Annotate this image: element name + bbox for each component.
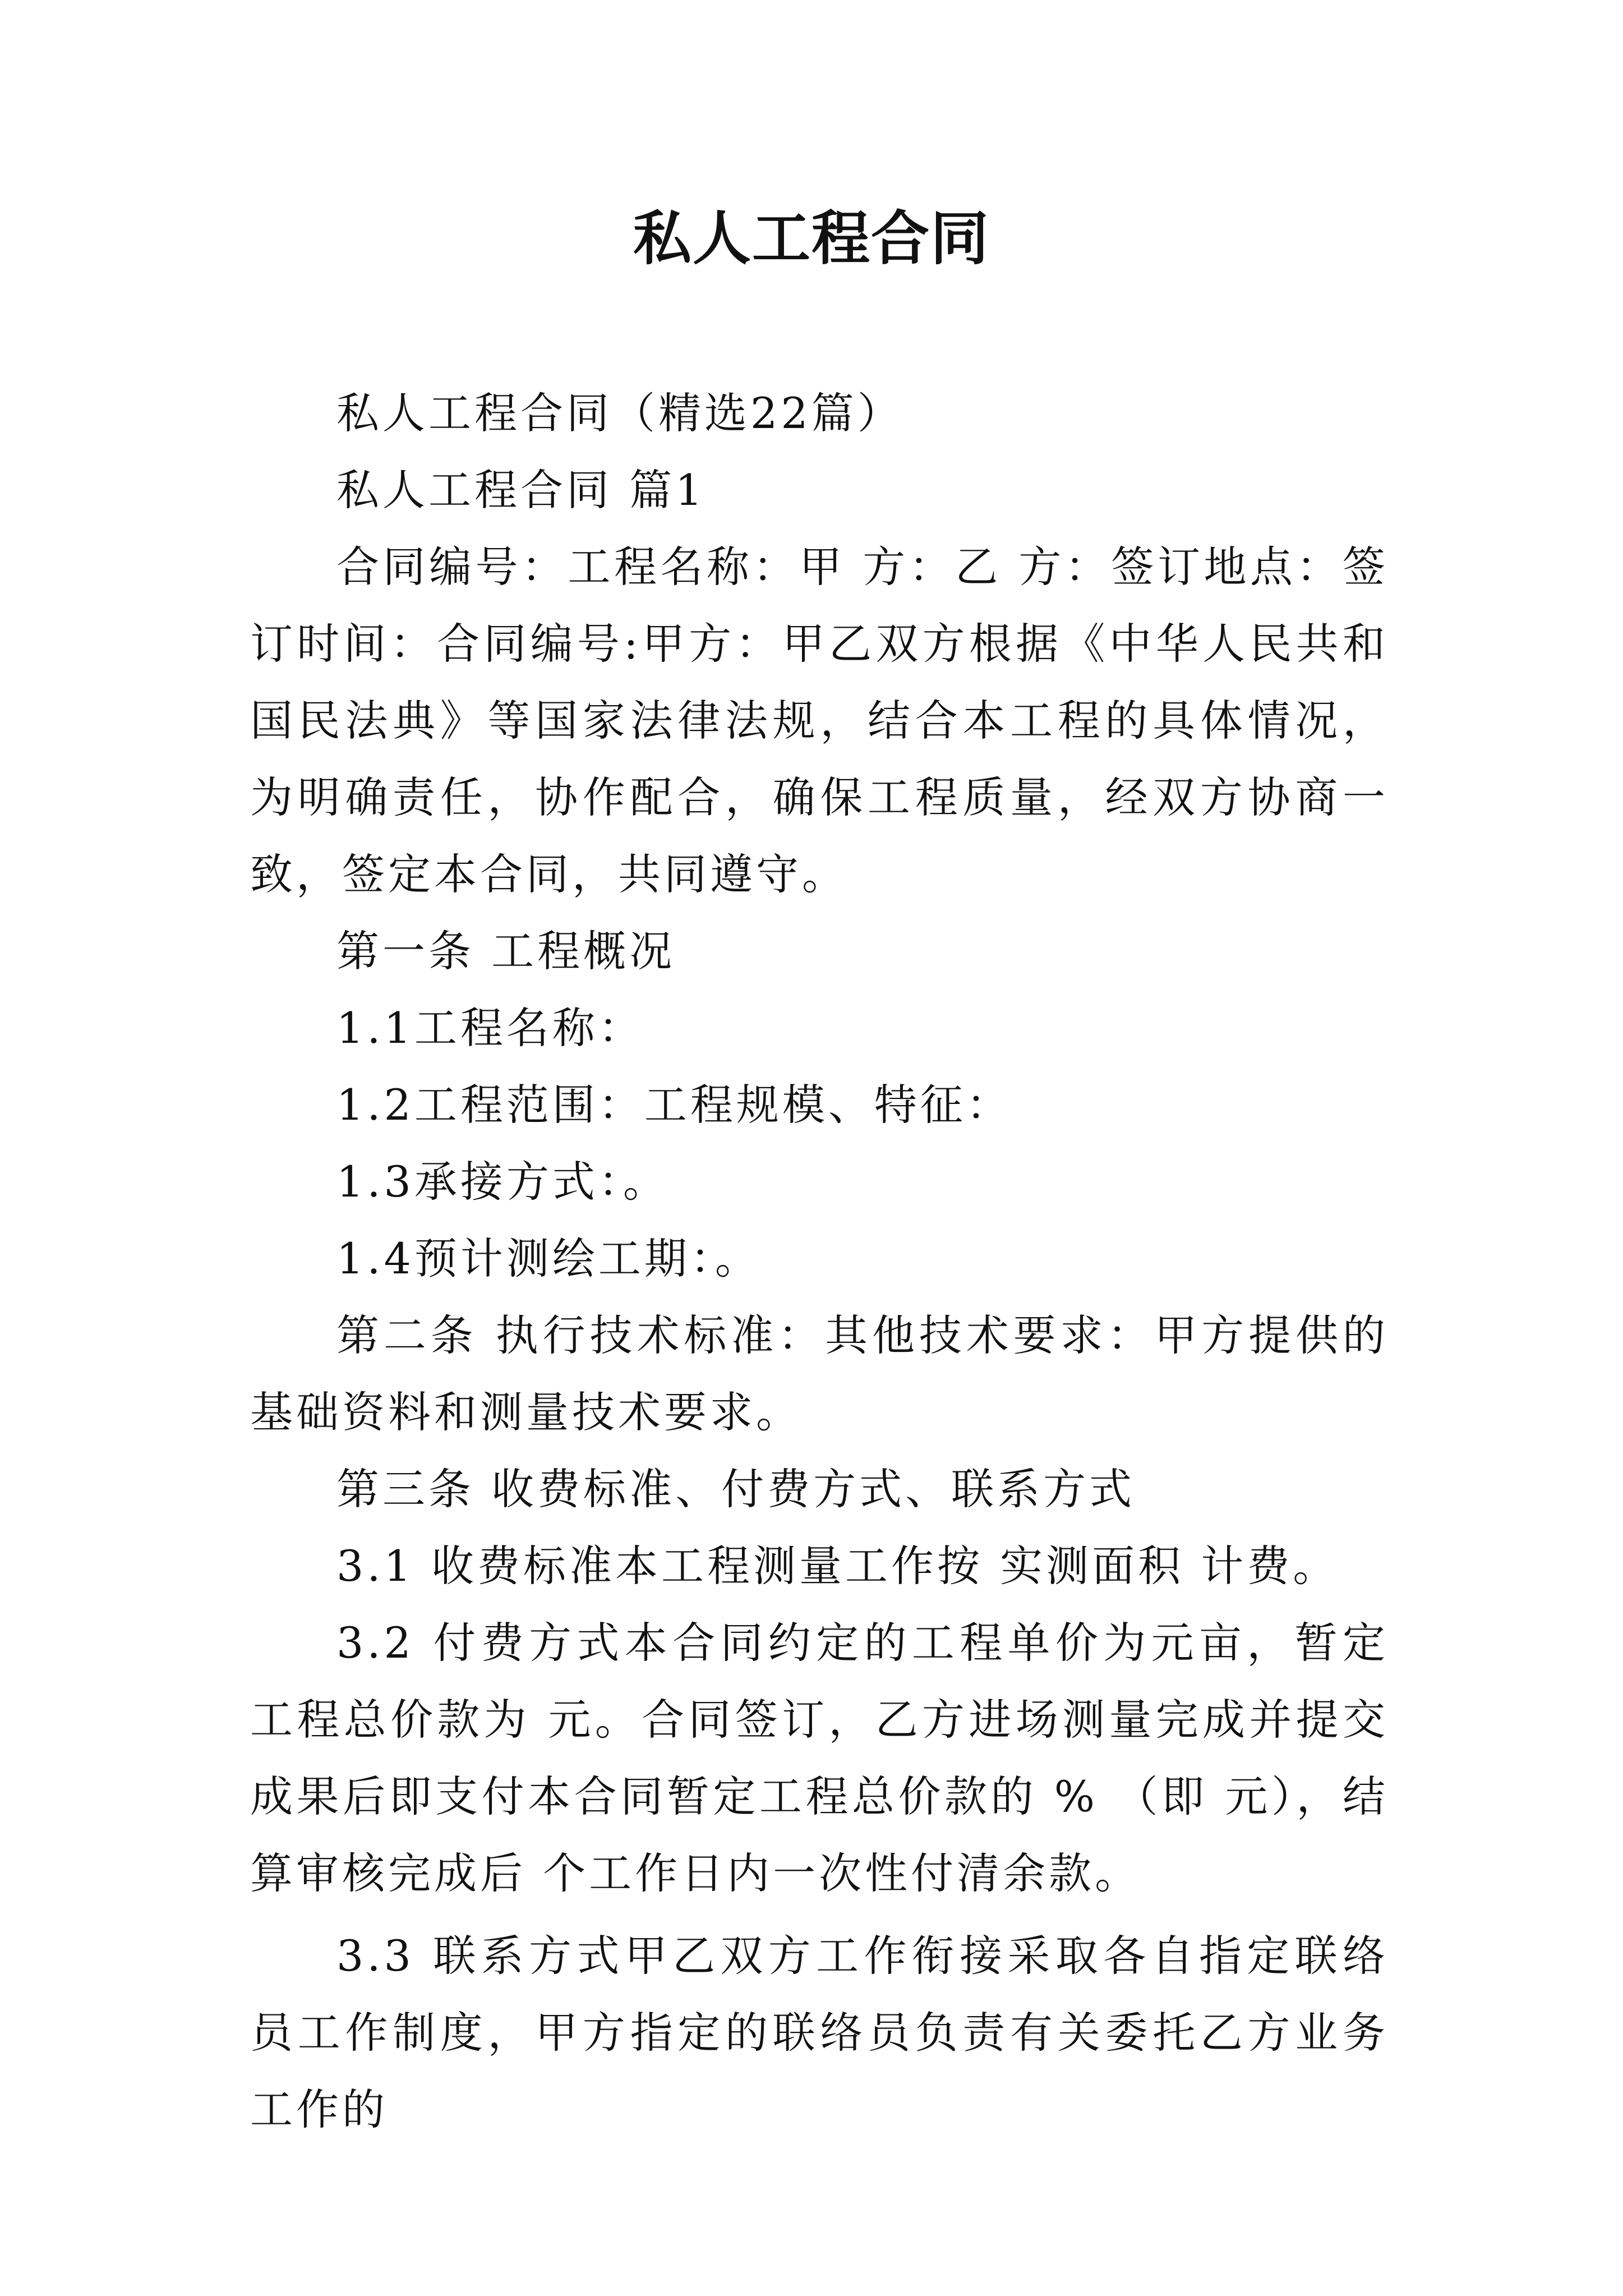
paragraph-section-heading: 私人工程合同 篇1 (336, 465, 706, 515)
paragraph-clause-1-1: 1.1工程名称： (336, 1003, 644, 1053)
paragraph-article-1-heading: 第一条 工程概况 (336, 926, 676, 976)
paragraph-clause-1-3: 1.3承接方式：。 (336, 1157, 669, 1207)
document-body (250, 375, 1389, 2148)
paragraph-contract-intro: 合同编号：工程名称：甲 方：乙 方：签订地点：签订时间：合同编号:甲方：甲乙双方根据《中华人民共和国民法典》等国家法律法规，结合本工程的具体情况，为明确责任，协作配合，确保工程质量，经双方协商一致，签定本合同，共同遵守。 (250, 542, 1389, 899)
document-title: 私人工程合同 (633, 204, 990, 273)
paragraph-clause-3-1: 3.1 收费标准本工程测量工作按 实测面积 计费。 (336, 1541, 1339, 1591)
paragraph-clause-1-2: 1.2工程范围：工程规模、特征： (336, 1080, 1012, 1130)
paragraph-clause-1-4: 1.4预计测绘工期：。 (336, 1234, 761, 1283)
paragraph-article-3-heading: 第三条 收费标准、付费方式、联系方式 (336, 1464, 1136, 1514)
paragraph-subtitle: 私人工程合同（精选22篇） (336, 388, 903, 438)
paragraph-clause-3-3: 3.3 联系方式甲乙双方工作衔接采取各自指定联络员工作制度，甲方指定的联络员负责有关委托乙方业务工作的 (250, 1931, 1389, 2134)
paragraph-article-2: 第二条 执行技术标准：其他技术要求：甲方提供的基础资料和测量技术要求。 (250, 1310, 1389, 1437)
paragraph-clause-3-2: 3.2 付费方式本合同约定的工程单价为元亩，暂定工程总价款为 元。合同签订，乙方进场测量完成并提交成果后即支付本合同暂定工程总价款的 % （即 元），结算审核完成后 个工作日内一次性付清余款。 (250, 1618, 1389, 1898)
